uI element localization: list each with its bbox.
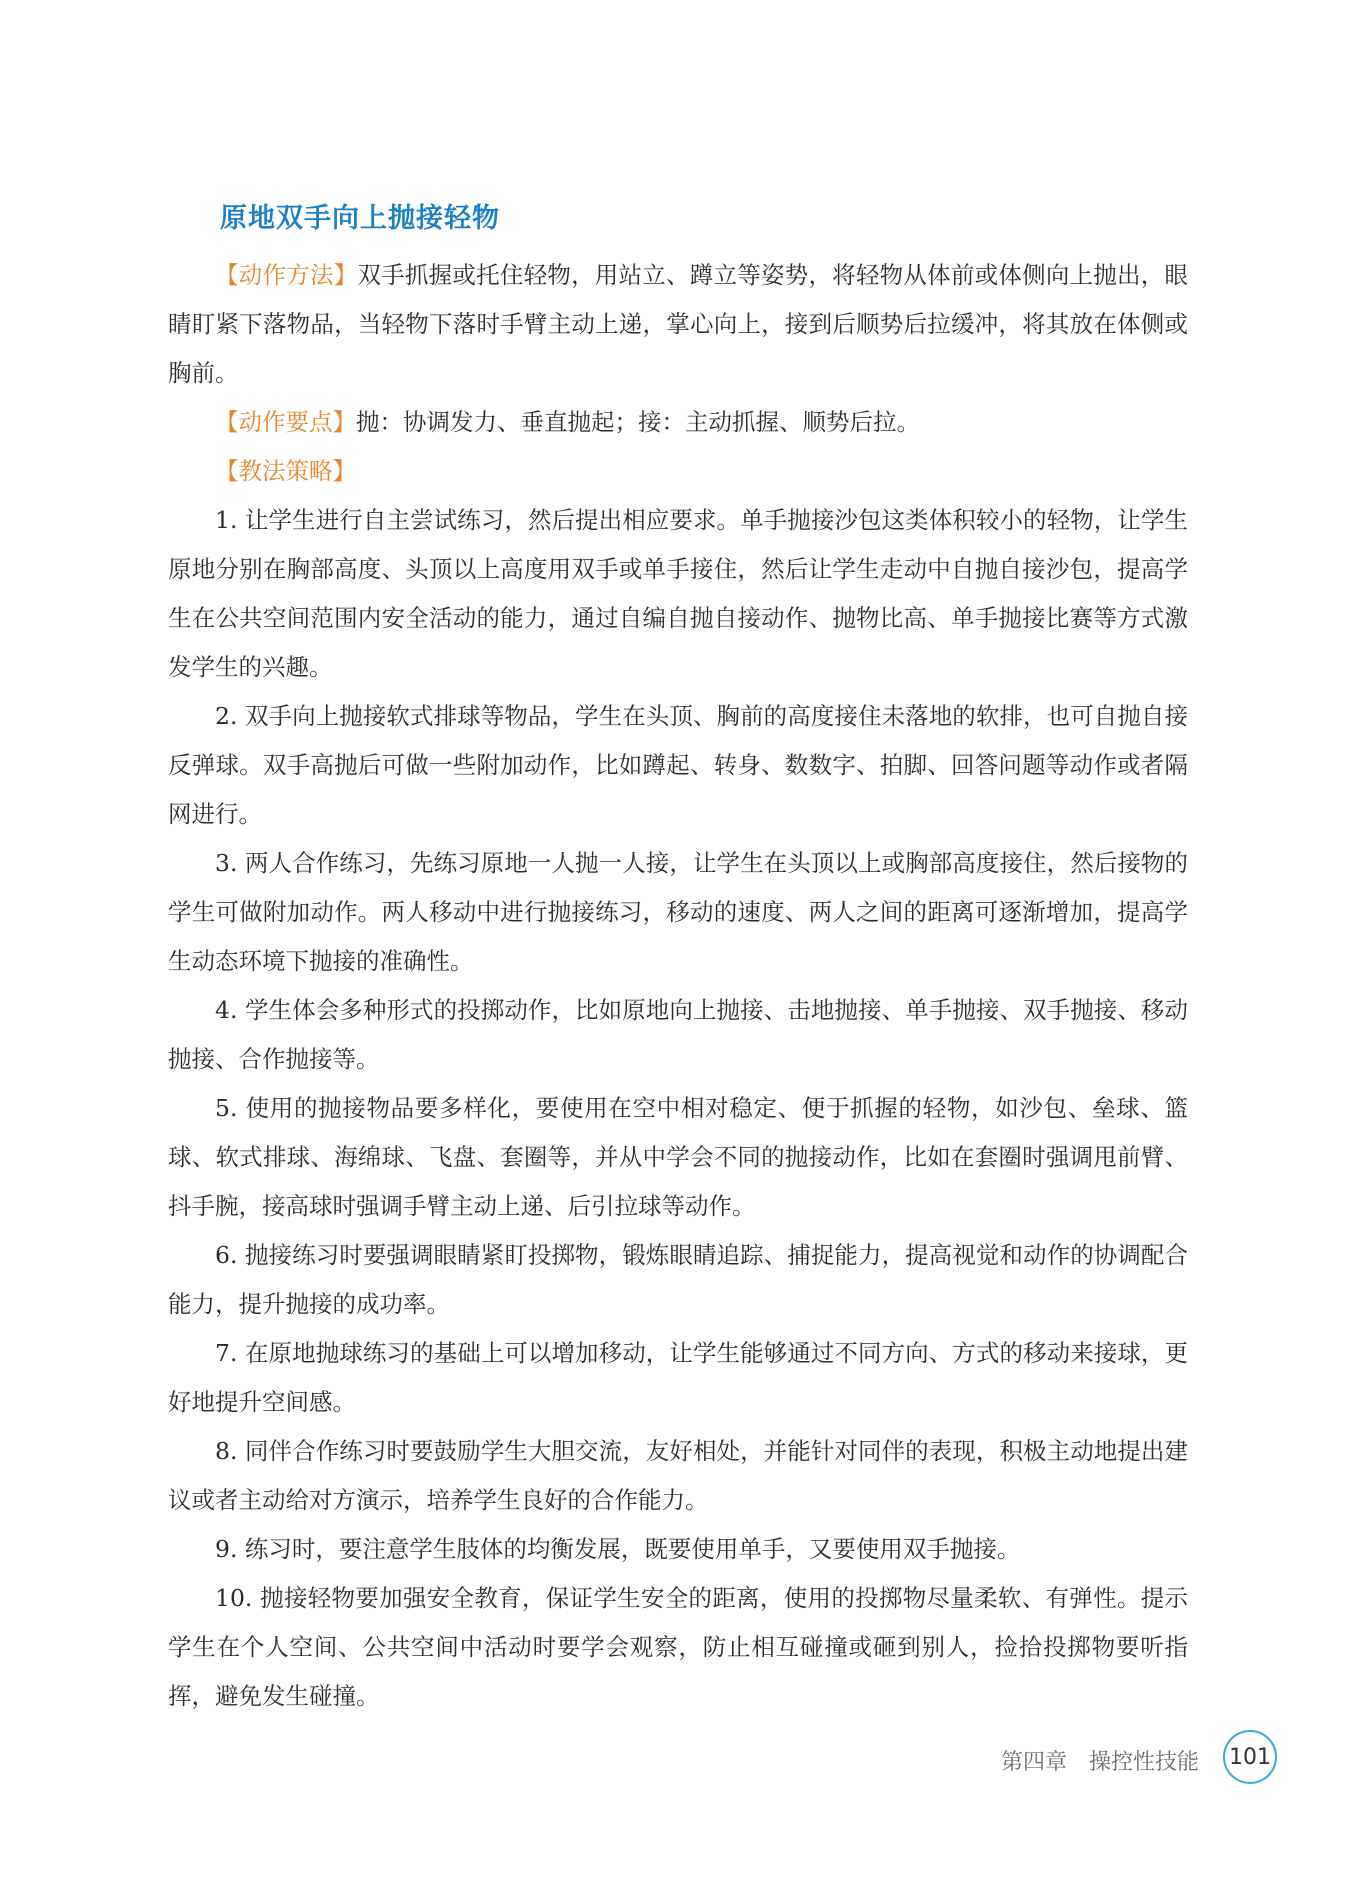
body-content: [168, 251, 1188, 1721]
strategy-item-1: 1. 让学生进行自主尝试练习，然后提出相应要求。单手抛接沙包这类体积较小的轻物，让学生原地分别在胸部高度、头顶以上高度用双手或单手接住，然后让学生走动中自抛自接沙包，提高学生在公共空间范围内安全活动的能力，通过自编自抛自接动作、抛物比高、单手抛接比赛等方式激发学生的兴趣。: [168, 506, 1188, 681]
key-points-paragraph: [168, 398, 1188, 447]
strategy-item-6: 6. 抛接练习时要强调眼睛紧盯投掷物，锻炼眼睛追踪、捕捉能力，提高视觉和动作的协调配合能力，提升抛接的成功率。: [168, 1241, 1188, 1318]
key-points-text: 抛：协调发力、垂直抛起；接：主动抓握、顺势后拉。: [356, 408, 920, 436]
strategy-item-9: 9. 练习时，要注意学生肢体的均衡发展，既要使用单手，又要使用双手抛接。: [215, 1535, 1021, 1563]
page-number: 101: [1223, 1730, 1277, 1784]
key-points-label: 【动作要点】: [215, 408, 356, 436]
strategy-label: 【教法策略】: [215, 457, 356, 485]
strategy-item-7: 7. 在原地抛球练习的基础上可以增加移动，让学生能够通过不同方向、方式的移动来接球，更好地提升空间感。: [168, 1339, 1188, 1416]
method-paragraph: [168, 251, 1188, 398]
strategy-item-4: 4. 学生体会多种形式的投掷动作，比如原地向上抛接、击地抛接、单手抛接、双手抛接、移动抛接、合作抛接等。: [168, 996, 1188, 1073]
strategy-item-10: 10. 抛接轻物要加强安全教育，保证学生安全的距离，使用的投掷物尽量柔软、有弹性。提示学生在个人空间、公共空间中活动时要学会观察，防止相互碰撞或砸到别人，捡拾投掷物要听指挥，避免发生碰撞。: [168, 1584, 1188, 1710]
method-label: 【动作方法】: [215, 261, 358, 289]
strategy-item-5: 5. 使用的抛接物品要多样化，要使用在空中相对稳定、便于抓握的轻物，如沙包、垒球、篮球、软式排球、海绵球、飞盘、套圈等，并从中学会不同的抛接动作，比如在套圈时强调甩前臂、抖手腕，接高球时强调手臂主动上递、后引拉球等动作。: [168, 1094, 1188, 1220]
strategy-heading: [168, 447, 1188, 496]
strategy-item-8: 8. 同伴合作练习时要鼓励学生大胆交流，友好相处，并能针对同伴的表现，积极主动地提出建议或者主动给对方演示，培养学生良好的合作能力。: [168, 1437, 1188, 1514]
section-title: 原地双手向上抛接轻物: [220, 203, 500, 234]
method-text: 双手抓握或托住轻物，用站立、蹲立等姿势，将轻物从体前或体侧向上抛出，眼睛盯紧下落物品，当轻物下落时手臂主动上递，掌心向上，接到后顺势后拉缓冲，将其放在体侧或胸前。: [168, 261, 1189, 387]
strategy-item-2: 2. 双手向上抛接软式排球等物品，学生在头顶、胸前的高度接住未落地的软排，也可自抛自接反弹球。双手高抛后可做一些附加动作，比如蹲起、转身、数数字、拍脚、回答问题等动作或者隔网进行。: [168, 702, 1188, 828]
strategy-item-3: 3. 两人合作练习，先练习原地一人抛一人接，让学生在头顶以上或胸部高度接住，然后接物的学生可做附加动作。两人移动中进行抛接练习，移动的速度、两人之间的距离可逐渐增加，提高学生动态环境下抛接的准确性。: [168, 849, 1188, 975]
chapter-label: 第四章 操控性技能: [1000, 1750, 1199, 1775]
